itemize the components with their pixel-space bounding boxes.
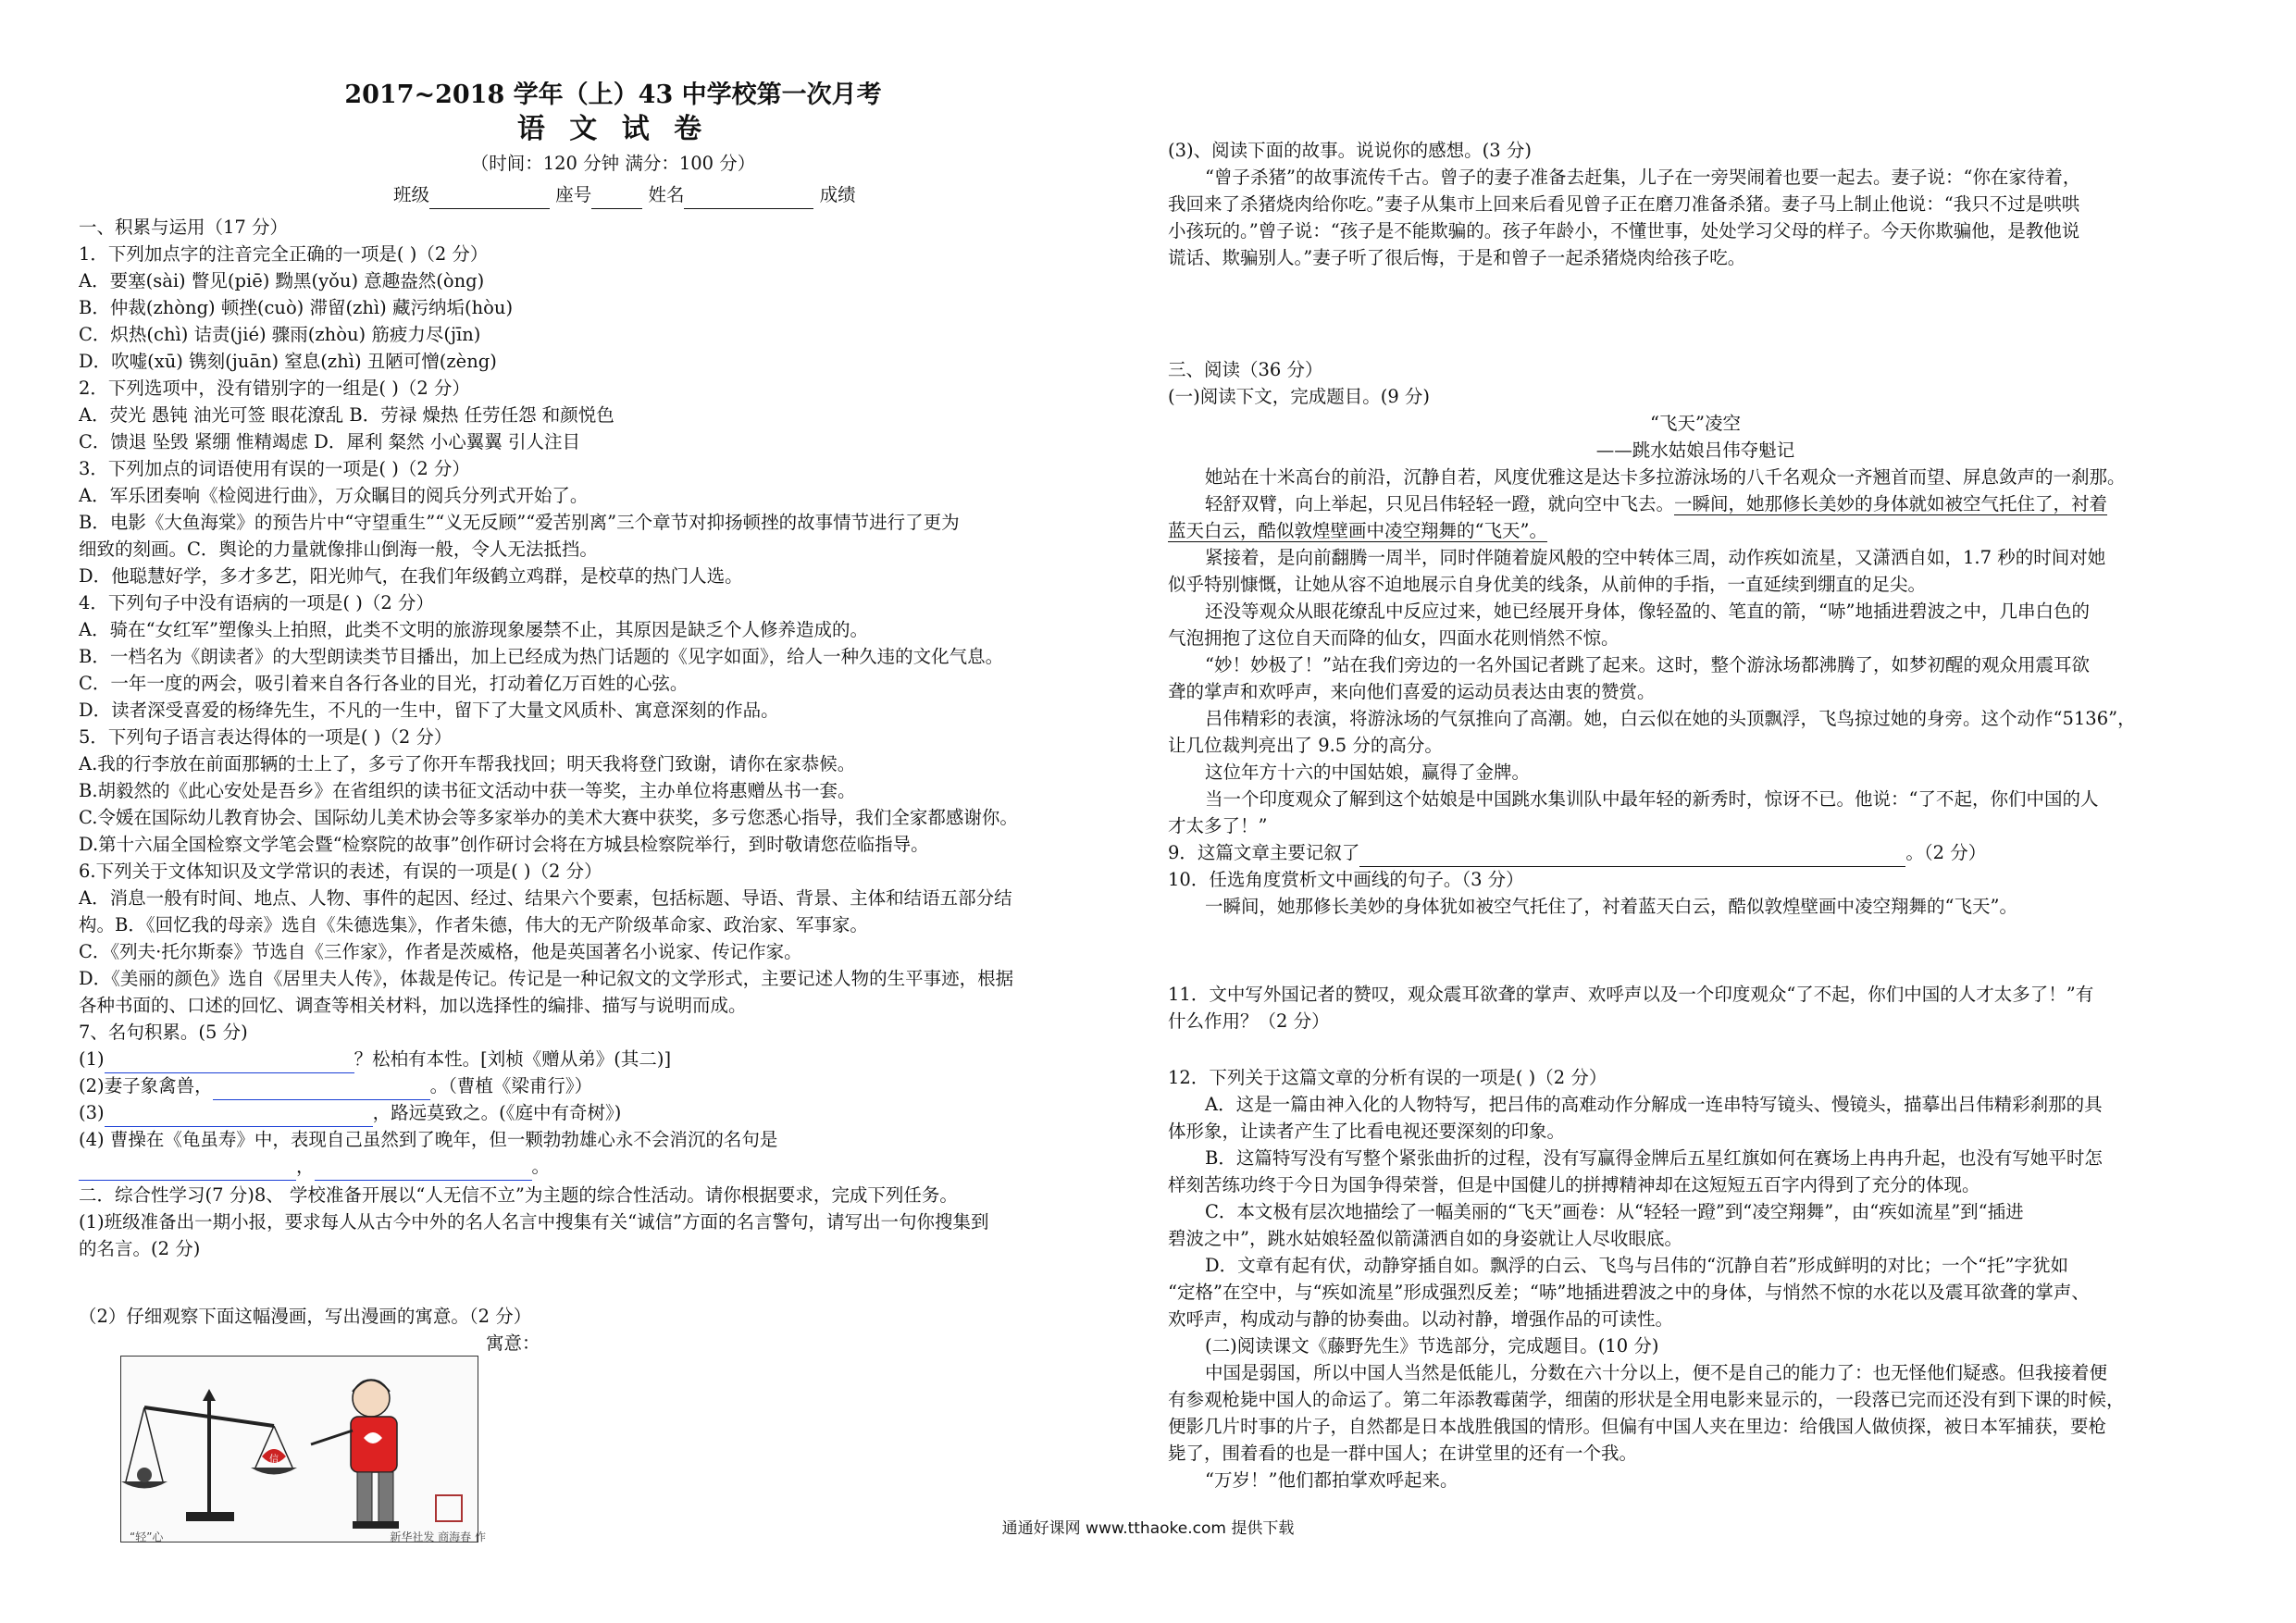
article-line: 气泡拥抱了这位自天而降的仙女，四面水花则悄然不惊。 — [1168, 627, 1620, 649]
score-label: 成绩 — [819, 184, 856, 205]
option-line: A．荧光 愚钝 油光可签 眼花潦乱 B．劳禄 燥热 任劳任怨 和颜悦色 — [79, 404, 614, 426]
option-line: A．这是一篇由神入化的人物特写，把吕伟的高难动作分解成一连串特写镜头、慢镜头，描摹出吕伟精彩刹那的具 — [1205, 1094, 2103, 1115]
answer-blank[interactable] — [79, 1159, 296, 1181]
q7-line-2: (2)妻子象禽兽， 。（曹植《梁甫行》） — [79, 1072, 1148, 1100]
underlined-sentence: 蓝天白云，酷似敦煌壁画中凌空翔舞的“飞天”。 — [1168, 520, 1547, 541]
question-10-sentence: 一瞬间，她那修长美妙的身体犹如被空气托住了，衬着蓝天白云，酷似敦煌壁画中凌空翔舞的“飞天”。 — [1205, 896, 2017, 917]
option-line: A．骑在“女红军”塑像头上拍照，此类不文明的旅游现象屡禁不止，其原因是缺乏个人修养造成的。 — [79, 619, 869, 640]
question-line: 3．下列加点的词语使用有误的一项是( )（2 分） — [79, 458, 470, 479]
option-line: D．他聪慧好学，多才多艺，阳光帅气，在我们年级鹤立鸡群，是校草的热门人选。 — [79, 565, 743, 587]
answer-blank[interactable] — [105, 1106, 373, 1127]
question-line: 7、名句积累。(5 分) — [79, 1022, 248, 1043]
article-line: 紧接着，是向前翻腾一周半，同时伴随着旋风般的空中转体三周，动作疾如流星，又潇洒自如，1.7 秒的时间对她 — [1205, 547, 2106, 568]
question-line: 4．下列句子中没有语病的一项是( )（2 分） — [79, 592, 434, 613]
option-line: B．仲裁(zhòng) 顿挫(cuò) 滞留(zhì) 藏污纳垢(hòu) — [79, 297, 514, 318]
name-label: 姓名 — [648, 184, 685, 205]
option-line: 碧波之中”，跳水姑娘轻盈似箭潇洒自如的身姿就让人尽收眼底。 — [1168, 1228, 1682, 1249]
option-line: D.第十六届全国检察文学笔会暨“检察院的故事”创作研讨会将在方城县检察院举行，到时敬请您莅临指导。 — [79, 834, 929, 855]
question-11-cont: 什么作用？（2 分） — [1168, 1010, 1330, 1032]
passage-line: 便影几片时事的片子，自然都是日本战胜俄国的情形。但偏有中国人夹在里边：给俄国人做侦探，被日本军捕获，要枪 — [1168, 1416, 2107, 1437]
option-line: D．吹嘘(xū) 镌刻(juān) 窒息(zhì) 丑陋可憎(zèng) — [79, 351, 497, 372]
passage-line: 有参观枪毙中国人的命运了。第二年添教霉菌学，细菌的形状是全用电影来显示的，一段落已完而还没有到下课的时候， — [1168, 1389, 2125, 1410]
q7-line-4: (4) 曹操在《龟虽寿》中，表现自己虽然到了晚年，但一颗勃勃雄心永不会消沉的名句是 — [79, 1129, 778, 1150]
section-1-heading: 一、积累与运用（17 分） — [79, 217, 289, 238]
q8-line: 的名言。(2 分) — [79, 1238, 201, 1259]
article-line — [1168, 517, 2223, 545]
option-line: D．文章有起有伏，动静穿插自如。飘浮的白云、飞鸟与吕伟的“沉静自若”形成鲜明的对比；一个“托”字犹如 — [1205, 1255, 2069, 1276]
heart-text: 信 — [269, 1455, 279, 1465]
class-label: 班级 — [393, 184, 430, 205]
option-line: C.令媛在国际幼儿教育协会、国际幼儿美术协会等多家举办的美术大赛中获奖，多亏您悉心指导，我们全家都感谢你。 — [79, 807, 1018, 828]
option-line: “定格”在空中，与“疾如流星”形成强烈反差；“哧”地插进碧波之中的身体，与悄然不惊的水花以及震耳欲聋的掌声、 — [1168, 1282, 2090, 1303]
story-line: 我回来了杀猪烧肉给你吃。”妻子从集市上回来后看见曾子正在磨刀准备杀猪。妻子马上制止他说：“我只不过是哄哄 — [1168, 193, 2080, 215]
option-line: A.我的行李放在前面那辆的士上了，多亏了你开车帮我找回；明天我将登门致谢，请你在家恭候。 — [79, 753, 856, 774]
option-line: A．要塞(sài) 瞥见(piē) 黝黑(yǒu) 意趣盎然(òng) — [79, 270, 485, 291]
question-9: 9．这篇文章主要记叙了 。（2 分） — [1168, 839, 2223, 867]
option-line: C．炽热(chì) 诘责(jié) 骤雨(zhòu) 筋疲力尽(jīn) — [79, 324, 481, 345]
question-12: 12．下列关于这篇文章的分析有误的一项是( )（2 分） — [1168, 1067, 1607, 1088]
page-footer: 通通好课网 www.tthaoke.com 提供下载 — [1001, 1519, 1295, 1538]
option-line: B．这篇特写没有写整个紧张曲折的过程，没有写赢得金牌后五星红旗如何在赛场上冉冉升起，也没有写她平时怎 — [1205, 1147, 2103, 1169]
reading-2-heading: (二)阅读课文《藤野先生》节选部分，完成题目。(10 分) — [1205, 1335, 1659, 1357]
question-line: 2．下列选项中，没有错别字的一组是( )（2 分） — [79, 378, 470, 399]
passage-line: “万岁！”他们都拍掌欢呼起来。 — [1205, 1469, 1458, 1491]
option-line: 细致的刻画。C．舆论的力量就像排山倒海一般，令人无法抵挡。 — [79, 539, 598, 560]
option-line: D．读者深受喜爱的杨绛先生，不凡的一生中，留下了大量文风质朴、寓意深刻的作品。 — [79, 700, 779, 721]
cartoon-caption-left: “轻”心 — [130, 1530, 164, 1543]
exam-title: 2017~2018 学年（上）43 中学校第一次月考 — [344, 81, 882, 109]
article-subtitle: ——跳水姑娘吕伟夺魁记 — [1595, 440, 1795, 461]
reading-1-heading: (一)阅读下文，完成题目。(9 分) — [1168, 386, 1431, 407]
question-line: 1．下列加点字的注音完全正确的一项是( )（2 分） — [79, 243, 489, 265]
passage-line: 毙了，围着看的也是一群中国人；在讲堂里的还有一个我。 — [1168, 1443, 1638, 1464]
cartoon-prompt: 寓意： — [486, 1332, 540, 1354]
article-line: “妙！妙极了！”站在我们旁边的一名外国记者跳了起来。这时，整个游泳场都沸腾了，如梦初醒的观众用震耳欲 — [1205, 654, 2090, 675]
option-line: 各种书面的、口述的回忆、调查等相关材料，加以选择性的编排、描写与说明而成。 — [79, 995, 747, 1016]
article-line: 还没等观众从眼花缭乱中反应过来，她已经展开身体，像轻盈的、笔直的箭，“哧”地插进碧波之中，几串白色的 — [1205, 601, 2090, 622]
option-line: C．一年一度的两会，吸引着来自各行各业的目光，打动着亿万百姓的心弦。 — [79, 673, 689, 694]
option-line: 样刻苦练功终于今日为国争得荣誉，但是中国健儿的拼搏精神却在这短短五百字内得到了充分的体现。 — [1168, 1174, 1980, 1196]
article-title: “飞天”凌空 — [1650, 413, 1741, 434]
student-info-row — [393, 181, 1148, 209]
article-line: 聋的掌声和欢呼声，来向他们喜爱的运动员表达由衷的赞赏。 — [1168, 681, 1656, 702]
answer-blank[interactable] — [315, 1159, 532, 1181]
question-line: 6.下列关于文体知识及文学常识的表述，有误的一项是( )（2 分） — [79, 861, 602, 882]
seat-label: 座号 — [555, 184, 592, 205]
article-line: 吕伟精彩的表演，将游泳场的气氛推向了高潮。她，白云似在她的头顶飘浮，飞鸟掠过她的身旁。这个动作“5136”， — [1205, 708, 2136, 729]
article-line: 她站在十米高台的前沿，沉静自若，风度优雅这是达卡多拉游泳场的八千名观众一齐翘首而望、屏息敛声的一刹那。 — [1205, 466, 2126, 488]
option-line: C．《列夫·托尔斯泰》节选自《三作家》，作者是茨威格，他是英国著名小说家、传记作家。 — [79, 941, 802, 962]
scale-cartoon-icon — [121, 1357, 478, 1542]
option-line: C．馈退 坠毁 紧绷 惟精竭虑 D．犀利 粲然 小心翼翼 引人注目 — [79, 431, 580, 452]
name-field[interactable] — [684, 188, 813, 209]
class-field[interactable] — [429, 188, 550, 209]
option-line: 欢呼声，构成动与静的协奏曲。以动衬静，增强作品的可读性。 — [1168, 1308, 1674, 1330]
exam-info: （时间：120 分钟 满分：100 分） — [470, 153, 756, 174]
option-line: A．消息一般有时间、地点、人物、事件的起因、经过、结果六个要素，包括标题、导语、背景、主体和结语五部分结 — [79, 887, 1012, 909]
option-line: 体形象，让读者产生了比看电视还要深刻的印象。 — [1168, 1121, 1566, 1142]
question-line: 5．下列句子语言表达得体的一项是( )（2 分） — [79, 726, 453, 748]
option-line: 构。B．《回忆我的母亲》选自《朱德选集》，作者朱德，伟大的无产阶级革命家、政治家、军事家。 — [79, 914, 868, 935]
option-line: C．本文极有层次地描绘了一幅美丽的“飞天”画卷：从“轻轻一蹬”到“凌空翔舞”，由“疾如流星”到“插进 — [1205, 1201, 2024, 1222]
seat-field[interactable] — [591, 188, 642, 209]
answer-blank[interactable] — [213, 1079, 430, 1100]
section-2-heading: 二．综合性学习(7 分)8、 学校准备开展以“人无信不立”为主题的综合性活动。请你根据要求，完成下列任务。 — [79, 1184, 958, 1206]
option-line: B.胡毅然的《此心安处是吾乡》在省组织的读书征文活动中获一等奖，主办单位将惠赠丛书一套。 — [79, 780, 856, 801]
q8-line: (1)班级准备出一期小报，要求每人从古今中外的名人名言中搜集有关“诚信”方面的名言警句，请写出一句你搜集到 — [79, 1211, 989, 1233]
story-line: “曾子杀猪”的故事流传千古。曾子的妻子准备去赶集，儿子在一旁哭闹着也要一起去。妻子说：“你在家待着， — [1205, 167, 2081, 188]
q7-line-4-blanks: ， 。 — [79, 1153, 1148, 1181]
article-line: 轻舒双臂，向上举起，只见吕伟轻轻一蹬，就向空中飞去。一瞬间，她那修长美妙的身体就如被空气托住了，衬着 — [1205, 493, 2108, 514]
section-3-heading: 三、阅读（36 分） — [1168, 359, 1323, 380]
story-line: 谎话、欺骗别人。”妻子听了很后悔，于是和曾子一起杀猪烧肉给孩子吃。 — [1168, 247, 1746, 268]
question-10: 10．任选角度赏析文中画线的句子。（3 分） — [1168, 869, 1524, 890]
option-line: B．电影《大鱼海棠》的预告片中“守望重生”“义无反顾”“爱苦别离”三个章节对抑扬顿挫的故事情节进行了更为 — [79, 512, 960, 533]
q8-line: （2）仔细观察下面这幅漫画，写出漫画的寓意。（2 分） — [79, 1306, 532, 1327]
exam-subtitle: 语 文 试 卷 — [516, 113, 710, 145]
option-line: A．军乐团奏响《检阅进行曲》，万众瞩目的阅兵分列式开始了。 — [79, 485, 589, 506]
article-line: 才太多了！” — [1168, 815, 1268, 836]
article-line: 这位年方十六的中国姑娘，赢得了金牌。 — [1205, 762, 1531, 783]
article-line: 当一个印度观众了解到这个姑娘是中国跳水集训队中最年轻的新秀时，惊讶不已。他说：“了不起，你们中国的人 — [1205, 788, 2099, 810]
story-line: 小孩玩的。”曾子说：“孩子是不能欺骗的。孩子年龄小，不懂世事，处处学习父母的样子。今天你欺骗他，是教他说 — [1168, 220, 2080, 242]
cartoon-caption-right: 新华社发 商海春 作 — [390, 1530, 486, 1543]
option-line: D．《美丽的颜色》选自《居里夫人传》，体裁是传记。传记是一种记叙文的文学形式，主要记述人物的生平事迹，根据 — [79, 968, 1014, 989]
underlined-sentence: 一瞬间，她那修长美妙的身体就如被空气托住了，衬着 — [1674, 493, 2108, 514]
q7-line-1: (1) ？松柏有本性。[刘桢《赠从弟》(其二)] — [79, 1046, 1148, 1073]
option-line: B．一档名为《朗读者》的大型朗读类节目播出，加上已经成为热门话题的《见字如面》，给人一种久违的文化气息。 — [79, 646, 1004, 667]
answer-blank[interactable] — [105, 1052, 354, 1073]
story-question: (3)、阅读下面的故事。说说你的感想。(3 分) — [1168, 140, 1532, 161]
article-line: 似乎特别慷慨，让她从容不迫地展示自身优美的线条，从前伸的手指，一直延续到绷直的足尖。 — [1168, 574, 1927, 595]
article-line: 让几位裁判亮出了 9.5 分的高分。 — [1168, 735, 1443, 756]
question-11: 11．文中写外国记者的赞叹，观众震耳欲聋的掌声、欢呼声以及一个印度观众“了不起，你们中国的人才太多了！”有 — [1168, 984, 2094, 1005]
answer-blank[interactable] — [1359, 846, 1905, 867]
passage-line: 中国是弱国，所以中国人当然是低能儿，分数在六十分以上，便不是自己的能力了：也无怪他们疑惑。但我接着便 — [1205, 1362, 2108, 1383]
q7-line-3: (3) ，路远莫致之。(《庭中有奇树》) — [79, 1099, 1148, 1127]
